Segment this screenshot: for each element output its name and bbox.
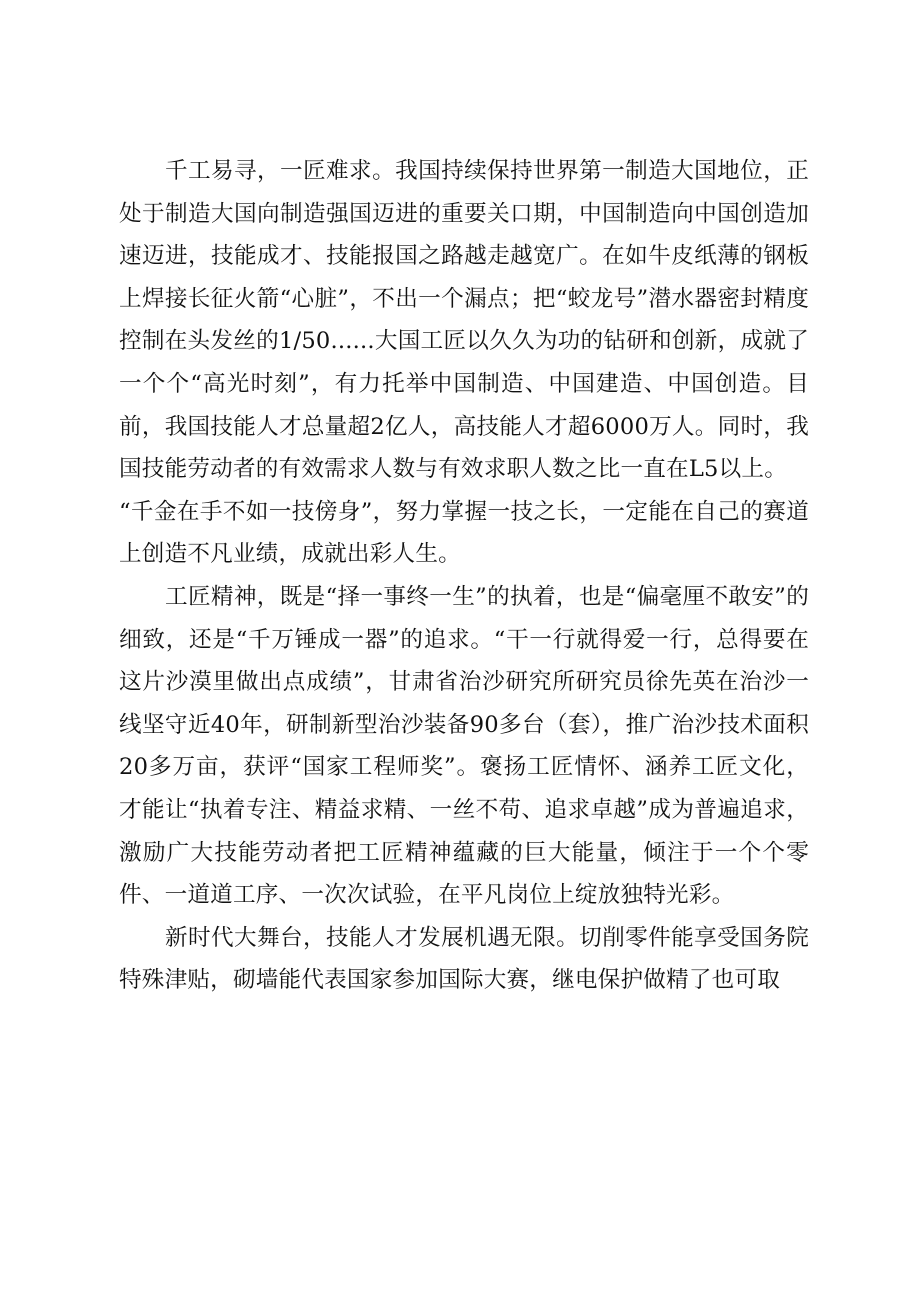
- paragraph-1: 千工易寻，一匠难求。我国持续保持世界第一制造大国地位，正处于制造大国向制造强国迈进的重要关口期，中国制造向中国创造加速迈进，技能成才、技能报国之路越走越宽广。在如牛皮纸薄的钢板上焊接长征火箭“心脏”，不出一个漏点；把“蛟龙号”潜水器密封精度控制在头发丝的1/50......大国工匠以久久为功的钻研和创新，成就了一个个“高光时刻”，有力托举中国制造、中国建造、中国创造。目前，我国技能人才总量超2亿人，高技能人才超6000万人。同时，我国技能劳动者的有效需求人数与有效求职人数之比一直在L5以上。: [119, 158, 809, 483]
- paragraph-4: 新时代大舞台，技能人才发展机遇无限。切削零件能享受国务院特殊津贴，砌墙能代表国家参加国际大赛，继电保护做精了也可取: [119, 924, 809, 994]
- document-body: [119, 150, 809, 1002]
- paragraph-2: “千金在手不如一技傍身”，努力掌握一技之长，一定能在自己的赛道上创造不凡业绩，成就出彩人生。: [119, 498, 809, 568]
- paragraph-3: 工匠精神，既是“择一事终一生”的执着，也是“偏毫厘不敢安”的细致，还是“千万锤成一器”的追求。“干一行就得爱一行，总得要在这片沙漠里做出点成绩”，甘肃省治沙研究所研究员徐先英在治沙一线坚守近40年，研制新型治沙装备90多台（套），推广治沙技术面积20多万亩，获评“国家工程师奖”。褒扬工匠情怀、涵养工匠文化，才能让“执着专注、精益求精、一丝不苟、追求卓越”成为普遍追求，激励广大技能劳动者把工匠精神蕴藏的巨大能量，倾注于一个个零件、一道道工序、一次次试验，在平凡岗位上绽放独特光彩。: [119, 583, 809, 909]
